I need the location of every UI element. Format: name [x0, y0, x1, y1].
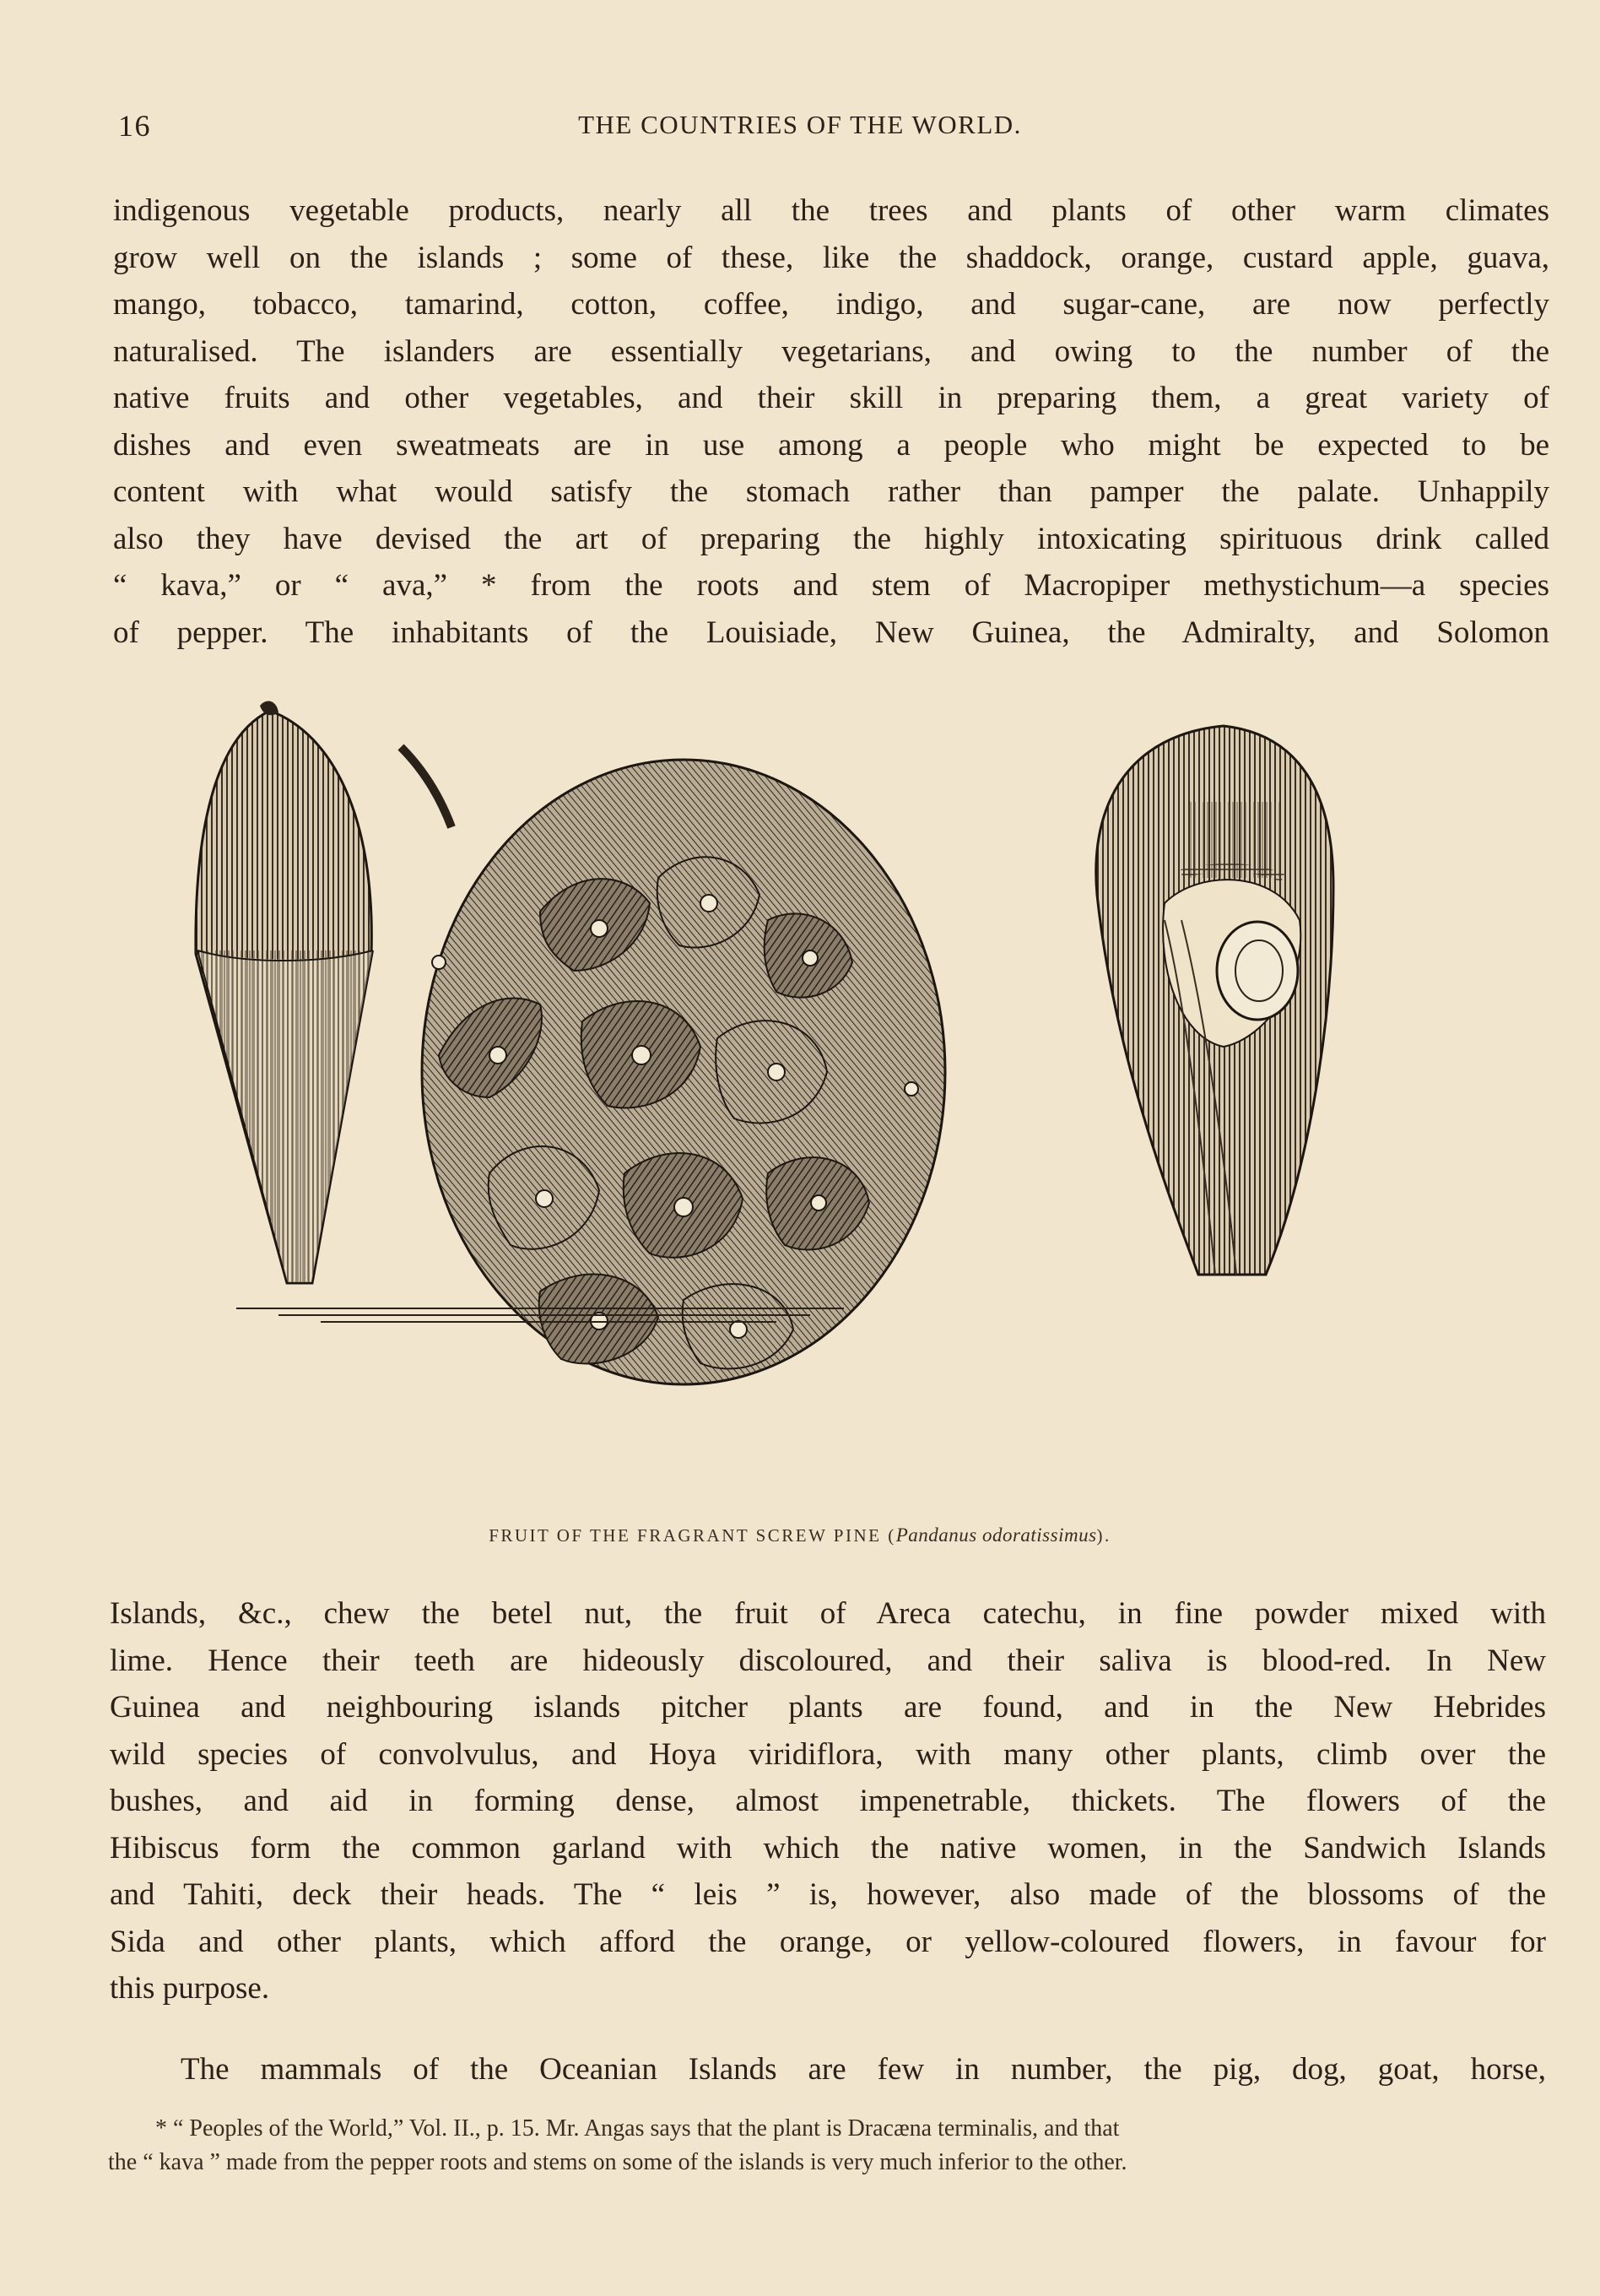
- text-line: bushes, and aid in forming dense, almost impenetrable, thickets. The flowers of the: [110, 1784, 1546, 1818]
- caption-text: FRUIT OF THE FRAGRANT SCREW PINE (: [489, 1525, 896, 1546]
- body-paragraph-bottom: [110, 2046, 1546, 2093]
- text-line: native fruits and other vegetables, and their skill in preparing them, a great variety of: [113, 381, 1549, 415]
- caption-latin-name: Pandanus odoratissimus: [895, 1524, 1097, 1546]
- text-line: dishes and even sweatmeats are in use among a people who might be expected to be: [113, 427, 1549, 463]
- footnote-line: * “ Peoples of the World,” Vol. II., p. 15. Mr. Angas says that the plant is Dracæna terminalis, and that: [155, 2115, 1120, 2142]
- text-line: The mammals of the Oceanian Islands are few in number, the pig, dog, goat, horse,: [181, 2052, 1546, 2087]
- body-paragraph-middle: [110, 1590, 1546, 2012]
- text-line: naturalised. The islanders are essentially vegetarians, and owing to the number of the: [113, 333, 1549, 369]
- text-line: indigenous vegetable products, nearly all the trees and plants of other warm climates: [113, 193, 1549, 228]
- drupe-side-view-drawing: [196, 701, 373, 1283]
- text-line: Guinea and neighbouring islands pitcher plants are found, and in the New Hebrides: [110, 1690, 1546, 1725]
- text-line: wild species of convolvulus, and Hoya viridiflora, with many other plants, climb over the: [110, 1736, 1546, 1772]
- footnote: [108, 2112, 1543, 2180]
- drupe-section-view-drawing: [1096, 726, 1333, 1275]
- text-line: also they have devised the art of preparing the highly intoxicating spirituous drink called: [113, 521, 1549, 556]
- text-line: of pepper. The inhabitants of the Louisiade, New Guinea, the Admiralty, and Solomon: [113, 615, 1549, 650]
- text-line: and Tahiti, deck their heads. The “ leis ” is, however, also made of the blossoms of the: [110, 1877, 1546, 1912]
- text-line: “ kava,” or “ ava,” * from the roots and stem of Macropiper methystichum—a species: [113, 568, 1549, 603]
- text-line: Hibiscus form the common garland with which the native women, in the Sandwich Islands: [110, 1830, 1546, 1866]
- figure-caption: [0, 1524, 1600, 1546]
- text-line: Sida and other plants, which afford the orange, or yellow-coloured flowers, in favour for: [110, 1924, 1546, 1959]
- text-line: mango, tobacco, tamarind, cotton, coffee, indigo, and sugar-cane, are now perfectly: [113, 287, 1549, 322]
- page-number: 16: [118, 109, 151, 143]
- text-line: Islands, &c., chew the betel nut, the fruit of Areca catechu, in fine powder mixed with: [110, 1596, 1546, 1631]
- body-paragraph-top: [113, 187, 1549, 656]
- running-head: [118, 108, 1482, 149]
- text-line: grow well on the islands ; some of these, like the shaddock, orange, custard apple, guava,: [113, 240, 1549, 275]
- text-line: lime. Hence their teeth are hideously discoloured, and their saliva is blood-red. In New: [110, 1643, 1546, 1678]
- text-line: content with what would satisfy the stomach rather than pamper the palate. Unhappily: [113, 474, 1549, 509]
- caption-end: ).: [1096, 1525, 1111, 1546]
- text-line: this purpose.: [110, 1971, 270, 2006]
- screw-pine-engraving: [186, 701, 1414, 1486]
- footnote-line: the “ kava ” made from the pepper roots and stems on some of the islands is very much inferior to the other.: [108, 2149, 1127, 2175]
- running-title: THE COUNTRIES OF THE WORLD.: [578, 110, 1022, 139]
